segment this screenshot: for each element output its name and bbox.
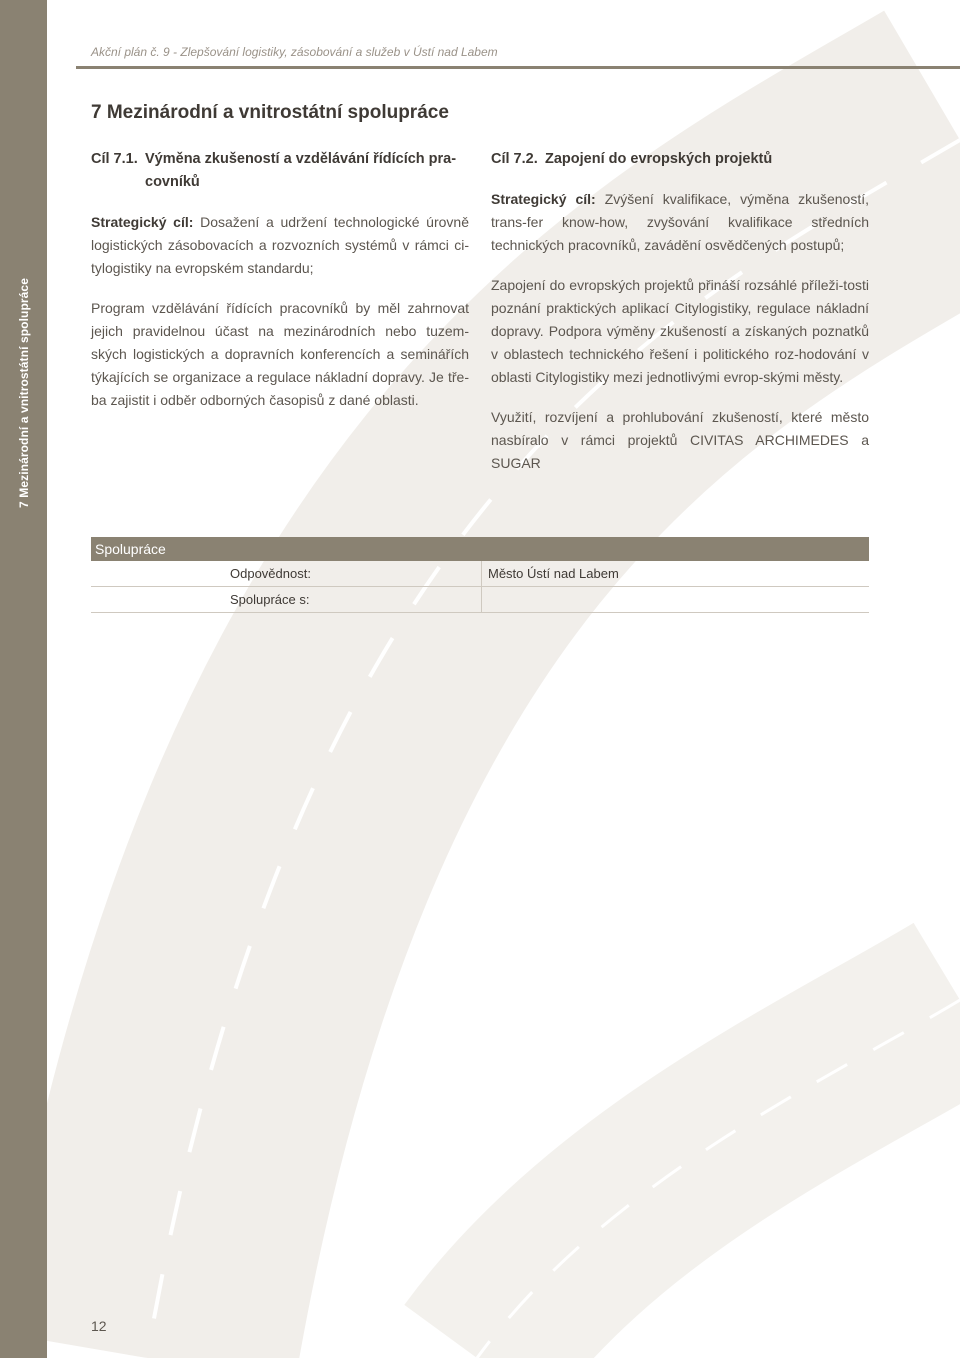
strategic-goal-label: Strategický cíl: — [91, 214, 194, 230]
goal-title: Zapojení do evropských projektů — [545, 151, 773, 167]
strategic-goal-text: Dosažení a udržení technologické úrovně logistických zásobovacích a rozvozních systémů v rámci ci-tylogistiky na evropském standardu; — [91, 214, 469, 276]
strategic-goal-paragraph — [491, 188, 869, 257]
goal-7-1-heading — [91, 148, 469, 194]
chapter-title: 7 Mezinárodní a vnitrostátní spolupráce — [91, 102, 449, 123]
cooperation-table — [91, 537, 869, 613]
responsibility-value: Město Ústí nad Labem — [482, 561, 870, 587]
page-number: 12 — [91, 1318, 107, 1334]
responsibility-label: Odpovědnost: — [91, 561, 482, 587]
cooperation-with-value — [482, 587, 870, 613]
european-projects-paragraph: Zapojení do evropských projektů přináší rozsáhlé příleži-tosti poznání praktických aplikací Citylogistiky, regulace nákladní dopravy. Podpora výměny zkušeností a získaných poznatků v oblastech technického řešení i politického roz-hodování v oblasti Citylogistiky mezi jednotlivými evrop-skými městy. — [491, 277, 869, 385]
chapter-sidebar — [0, 0, 47, 1358]
cooperation-with-label: Spolupráce s: — [91, 587, 482, 613]
strategic-goal-paragraph — [91, 211, 469, 280]
strategic-goal-text: Zvýšení kvalifikace, výměna zkušeností, trans-fer know-how, zvyšování kvalifikace středních technických pracovníků, zavádění osvědčených postupů; — [491, 191, 869, 253]
program-paragraph: Program vzdělávání řídících pracovníků by měl zahrnovat jejich pravidelnou účast na mezinárodních nebo tuzem-ských logistických a dopravních konferencích a seminářích týkajících se organizace a regulace nákladní dopravy. Je tře-ba zajistit i odběr odborných časopisů z dané oblasti. — [91, 300, 469, 408]
goal-title-line-2: covníků — [145, 174, 200, 190]
goal-title-line-1: Výměna zkušeností a vzdělávání řídících pra- — [145, 151, 457, 167]
table-row — [91, 587, 869, 613]
sidebar-chapter-label — [10, 268, 37, 518]
strategic-goal-label: Strategický cíl: — [491, 191, 596, 207]
goal-number: Cíl 7.1. — [91, 151, 138, 167]
cooperation-table-header: Spolupráce — [91, 537, 869, 561]
table-row — [91, 561, 869, 587]
right-column — [491, 148, 869, 475]
goal-number: Cíl 7.2. — [491, 151, 538, 167]
header-divider — [76, 66, 960, 69]
sidebar-chapter-text: 7 Mezinárodní a vnitrostátní spolupráce — [16, 278, 31, 508]
running-header: Akční plán č. 9 - Zlepšování logistiky, zásobování a služeb v Ústí nad Labem — [91, 45, 498, 59]
experience-paragraph: Využití, rozvíjení a prohlubování zkušeností, které město nasbíralo v rámci projektů CIVITAS ARCHIMEDES a SUGAR — [491, 409, 869, 471]
goal-7-2-heading — [491, 148, 869, 171]
left-column — [91, 148, 469, 412]
